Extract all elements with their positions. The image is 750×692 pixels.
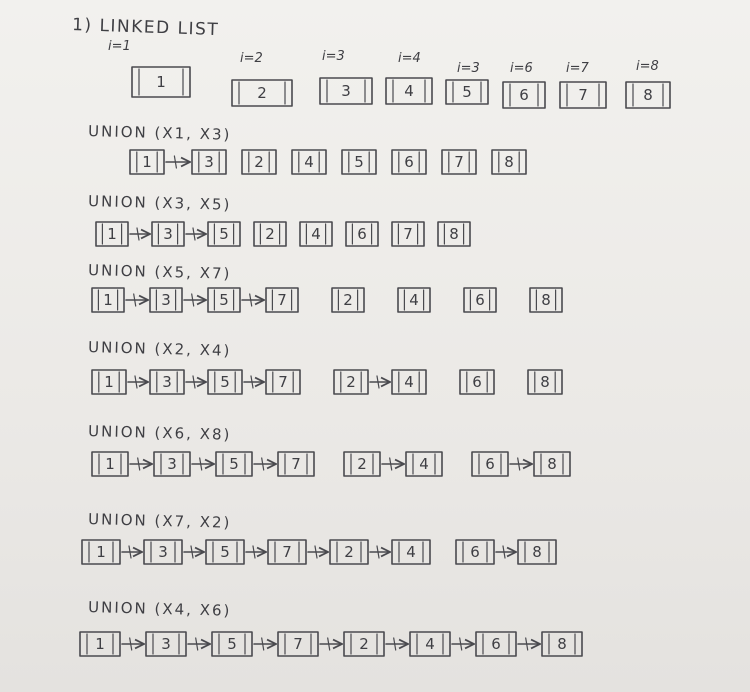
list-node [346,222,378,246]
list-node [208,288,240,312]
union-steps [80,122,582,656]
initial-node-row [132,67,670,108]
index-label: i=2 [240,51,263,66]
node-value: 5 [219,291,229,309]
node-value: 2 [344,543,354,561]
linked-list [254,222,286,246]
node-value: 8 [449,225,459,243]
node-value: 2 [359,635,369,653]
node-value: 6 [485,455,495,473]
list-node [278,452,314,476]
linked-list [82,540,430,564]
node-value: 6 [357,225,367,243]
node-value: 8 [540,373,550,391]
list-node [446,80,488,104]
node-value: 3 [167,455,177,473]
union-step [88,338,562,394]
node-value: 3 [163,225,173,243]
linked-list [292,150,326,174]
union-step [88,122,526,174]
list-node [438,222,470,246]
index-label: i=8 [636,59,659,74]
node-value: 7 [578,86,588,104]
list-node [266,288,298,312]
linked-list [300,222,332,246]
union-step-label: UNION (X1, X3) [87,122,232,144]
linked-list [332,288,364,312]
list-node [386,78,432,104]
linked-list [344,452,442,476]
list-node [342,150,376,174]
node-value: 6 [470,543,480,561]
node-value: 5 [220,373,230,391]
list-node [542,632,582,656]
node-value: 5 [462,83,472,101]
node-value: 8 [541,291,551,309]
list-node [216,452,252,476]
node-value: 4 [409,291,419,309]
list-node [410,632,450,656]
linked-list [472,452,570,476]
linked-list [130,150,226,174]
node-value: 7 [278,373,288,391]
node-value: 4 [419,455,429,473]
node-value: 1 [105,455,115,473]
node-value: 5 [354,153,364,171]
union-step-label: UNION (X4, X6) [87,598,232,620]
index-label: i=6 [510,61,533,76]
list-node [530,288,562,312]
node-value: 6 [491,635,501,653]
union-step-label: UNION (X5, X7) [87,261,232,283]
node-value: 6 [472,373,482,391]
index-label: i=3 [457,61,480,76]
linked-list [92,370,300,394]
list-node [406,452,442,476]
list-node [80,632,120,656]
list-node [626,82,670,108]
union-step [82,510,556,564]
node-value: 7 [277,291,287,309]
list-node [278,632,318,656]
node-value: 4 [311,225,321,243]
linked-list [334,370,426,394]
list-node [392,222,424,246]
node-value: 2 [346,373,356,391]
node-value: 1 [103,291,113,309]
union-step [88,261,562,312]
node-value: 7 [282,543,292,561]
node-value: 7 [291,455,301,473]
list-node [266,370,300,394]
node-value: 4 [406,543,416,561]
index-label: i=3 [322,49,345,64]
linked-list [392,222,424,246]
union-step-label: UNION (X7, X2) [87,510,232,532]
list-node [82,540,120,564]
node-value: 1 [96,543,106,561]
list-node [206,540,244,564]
node-value: 2 [343,291,353,309]
list-node [208,370,242,394]
list-node [92,452,128,476]
list-node [150,288,182,312]
node-value: 3 [161,635,171,653]
node-value: 6 [475,291,485,309]
node-value: 5 [229,455,239,473]
node-value: 7 [454,153,464,171]
list-node [192,150,226,174]
node-value: 4 [425,635,435,653]
linked-list [92,288,298,312]
node-value: 8 [547,455,557,473]
node-value: 6 [404,153,414,171]
linked-list [398,288,430,312]
linked-list [438,222,470,246]
list-node [150,370,184,394]
node-value: 5 [220,543,230,561]
list-node [332,288,364,312]
linked-list [342,150,376,174]
list-node [503,82,545,108]
list-node [398,288,430,312]
linked-list [80,632,582,656]
node-value: 3 [162,373,172,391]
list-node [392,150,426,174]
node-value: 8 [557,635,567,653]
linked-list [528,370,562,394]
node-value: 7 [403,225,413,243]
list-node [154,452,190,476]
node-value: 1 [95,635,105,653]
list-node [232,80,292,106]
list-node [392,540,430,564]
union-step-label: UNION (X6, X8) [87,422,232,444]
list-node [560,82,606,108]
list-node [92,370,126,394]
list-node [208,222,240,246]
linked-list [464,288,496,312]
node-value: 5 [219,225,229,243]
node-value: 1 [104,373,114,391]
list-node [472,452,508,476]
list-node [344,632,384,656]
union-step [88,192,470,246]
node-value: 2 [357,455,367,473]
list-node [334,370,368,394]
list-node [464,288,496,312]
list-node [144,540,182,564]
node-value: 7 [293,635,303,653]
list-node [492,150,526,174]
list-node [292,150,326,174]
node-value: 1 [142,153,152,171]
list-node [528,370,562,394]
list-node [152,222,184,246]
linked-list [392,150,426,174]
union-step-label: UNION (X2, X4) [87,338,232,360]
list-node [130,150,164,174]
node-value: 1 [156,73,166,91]
list-node [442,150,476,174]
list-node [460,370,494,394]
linked-list [346,222,378,246]
union-step [88,422,570,476]
node-value: 4 [404,82,414,100]
list-node [330,540,368,564]
linked-list [96,222,240,246]
node-value: 3 [161,291,171,309]
node-value: 1 [107,225,117,243]
list-node [392,370,426,394]
linked-list [460,370,494,394]
index-label: i=4 [398,51,421,66]
list-node [344,452,380,476]
linked-list [92,452,314,476]
node-value: 6 [519,86,529,104]
union-step-label: UNION (X3, X5) [87,192,232,214]
node-value: 3 [341,82,351,100]
union-step [80,598,582,656]
node-value: 2 [254,153,264,171]
index-label: i=1 [108,39,131,54]
list-node [146,632,186,656]
list-node [132,67,190,97]
node-value: 2 [265,225,275,243]
node-value: 2 [257,84,267,102]
list-node [456,540,494,564]
linked-list [492,150,526,174]
node-value: 3 [204,153,214,171]
node-value: 8 [532,543,542,561]
list-node [476,632,516,656]
list-node [268,540,306,564]
index-label: i=7 [566,61,589,76]
node-value: 4 [404,373,414,391]
linked-list [242,150,276,174]
list-node [92,288,124,312]
list-node [518,540,556,564]
list-node [320,78,372,104]
list-node [212,632,252,656]
node-value: 3 [158,543,168,561]
node-value: 5 [227,635,237,653]
node-value: 8 [643,86,653,104]
list-node [96,222,128,246]
list-node [534,452,570,476]
list-node [300,222,332,246]
linked-list [456,540,556,564]
list-node [242,150,276,174]
node-value: 8 [504,153,514,171]
node-value: 4 [304,153,314,171]
linked-list [442,150,476,174]
list-node [254,222,286,246]
linked-list [530,288,562,312]
diagram-title: 1) LINKED LIST [71,15,220,41]
